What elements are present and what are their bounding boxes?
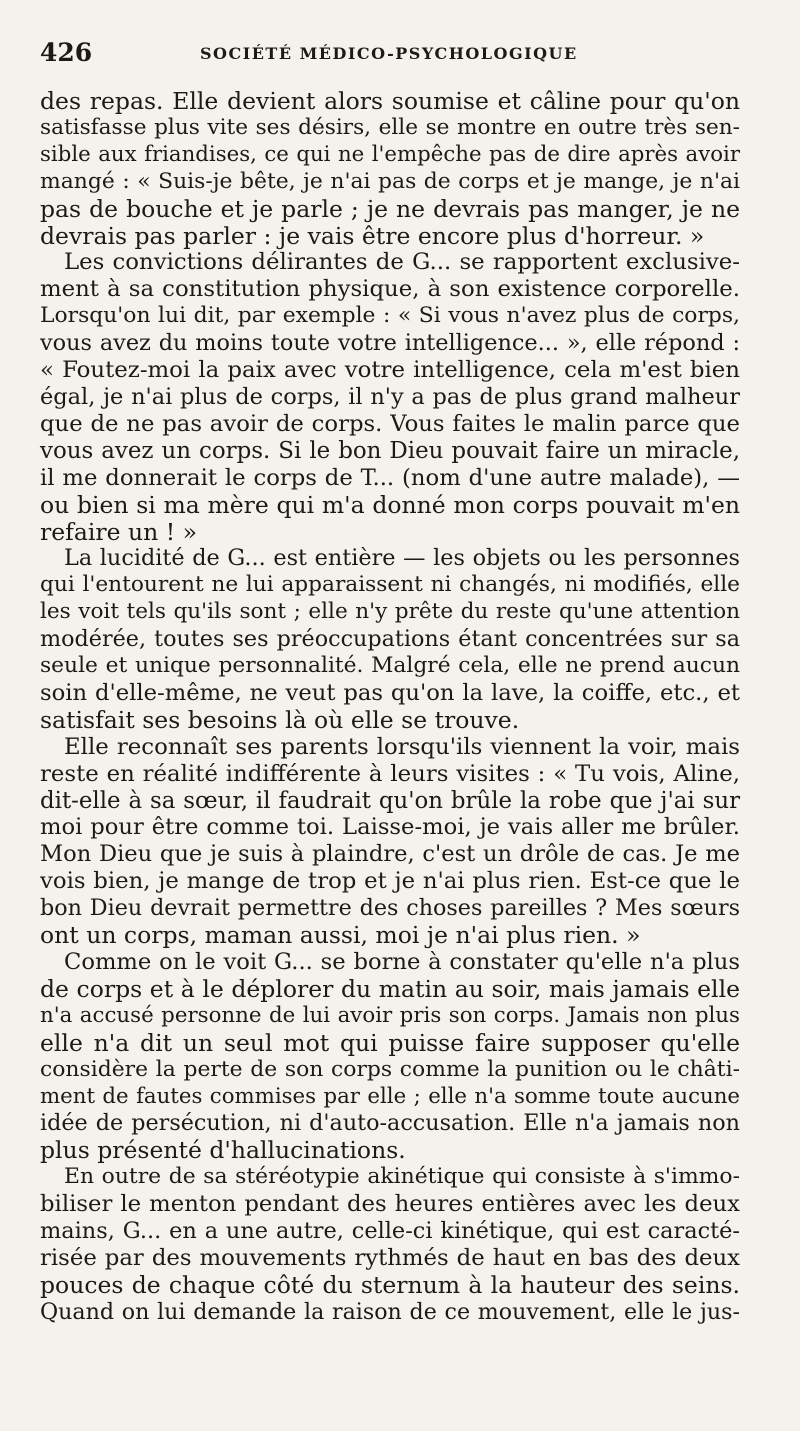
text-line: risée par des mouvements rythmés de haut en bas des deux (40, 1244, 740, 1271)
body-text (40, 88, 740, 1326)
text-line: sible aux friandises, ce qui ne l'empêche pas de dire après avoir (40, 141, 740, 167)
text-line: les voit tels qu'ils sont ; elle n'y prête du reste qu'une attention (40, 599, 740, 625)
text-line: idée de persécution, ni d'auto-accusation. Elle n'a jamais non (40, 1110, 740, 1137)
page-header (40, 38, 740, 68)
text-line: pas de bouche et je parle ; je ne devrais pas manger, je ne (40, 194, 740, 223)
text-line: Les convictions délirantes de G... se rapportent exclusive- (64, 249, 740, 276)
text-line: des repas. Elle devient alors soumise et câline pour qu'on (40, 87, 740, 115)
text-line: En outre de sa stéréotypie akinétique qui consiste à s'immo- (64, 1164, 740, 1190)
text-line: seule et unique personnalité. Malgré cela, elle ne prend aucun (40, 653, 740, 679)
running-head: SOCIÉTÉ MÉDICO-PSYCHOLOGIQUE (200, 44, 578, 63)
text-line: égal, je n'ai plus de corps, il n'y a pas de plus grand malheur (40, 383, 740, 410)
text-line: considère la perte de son corps comme la punition ou le châti- (40, 1056, 740, 1082)
text-line: elle n'a dit un seul mot qui puisse faire supposer qu'elle (40, 1028, 740, 1057)
text-line: plus présenté d'hallucinations. (40, 1136, 406, 1165)
text-line: il me donnerait le corps de T... (nom d'une autre malade), — (40, 464, 740, 491)
text-line: de corps et à le déplorer du matin au soir, mais jamais elle (40, 974, 740, 1003)
text-line: vous avez du moins toute votre intelligence... », elle répond : (40, 330, 740, 357)
text-line: satisfait ses besoins là où elle se trouve. (40, 705, 520, 734)
text-line: vois bien, je mange de trop et je n'ai plus rien. Est-ce que le (40, 868, 740, 895)
text-line: ont un corps, maman aussi, moi je n'ai plus rien. » (40, 921, 641, 950)
text-line: ment à sa constitution physique, à son existence corporelle. (40, 276, 740, 303)
text-line: Mon Dieu que je suis à plaindre, c'est un drôle de cas. Je me (40, 841, 740, 868)
text-line: Lorsqu'on lui dit, par exemple : « Si vous n'avez plus de corps, (40, 303, 740, 329)
text-line: moi pour être comme toi. Laisse-moi, je vais aller me brûler. (40, 814, 740, 841)
text-line: « Foutez-moi la paix avec votre intelligence, cela m'est bien (40, 357, 740, 384)
text-line: n'a accusé personne de lui avoir pris son corps. Jamais non plus (40, 1002, 740, 1028)
text-line: soin d'elle-même, ne veut pas qu'on la lave, la coiffe, etc., et (40, 679, 740, 706)
text-line: satisfasse plus vite ses désirs, elle se montre en outre très sen- (40, 114, 740, 140)
text-line: qui l'entourent ne lui apparaissent ni changés, ni modifiés, elle (40, 572, 740, 598)
text-line: mains, G... en a une autre, celle-ci kinétique, qui est caracté- (40, 1218, 740, 1245)
text-line: que de ne pas avoir de corps. Vous faites le malin parce que (40, 410, 740, 437)
text-line: refaire un ! » (40, 517, 198, 546)
text-line: bon Dieu devrait permettre des choses pareilles ? Mes sœurs (40, 895, 740, 922)
text-line: Elle reconnaît ses parents lorsqu'ils viennent la voir, mais (64, 733, 740, 760)
text-line: reste en réalité indifférente à leurs visites : « Tu vois, Aline, (40, 760, 740, 787)
text-line: ment de fautes commises par elle ; elle n'a somme toute aucune (40, 1083, 740, 1109)
text-line: Comme on le voit G... se borne à constater qu'elle n'a plus (64, 949, 740, 975)
text-line: mangé : « Suis-je bête, je n'ai pas de corps et je mange, je n'ai (40, 168, 740, 194)
page-number: 426 (40, 38, 93, 67)
text-line: vous avez un corps. Si le bon Dieu pouvait faire un miracle, (40, 437, 740, 464)
text-line: Quand on lui demande la raison de ce mouvement, elle le jus- (40, 1298, 740, 1325)
text-line: biliser le menton pendant des heures entières avec les deux (40, 1191, 740, 1218)
text-line: dit-elle à sa sœur, il faudrait qu'on brûle la robe que j'ai sur (40, 787, 740, 814)
text-line: ou bien si ma mère qui m'a donné mon corps pouvait m'en (40, 490, 740, 519)
text-line: modérée, toutes ses préoccupations étant concentrées sur sa (40, 626, 740, 653)
text-line: pouces de chaque côté du sternum à la hauteur des seins. (40, 1270, 740, 1299)
text-line: devrais pas parler : je vais être encore plus d'horreur. » (40, 221, 705, 250)
text-line: La lucidité de G... est entière — les objets ou les personnes (64, 545, 740, 572)
